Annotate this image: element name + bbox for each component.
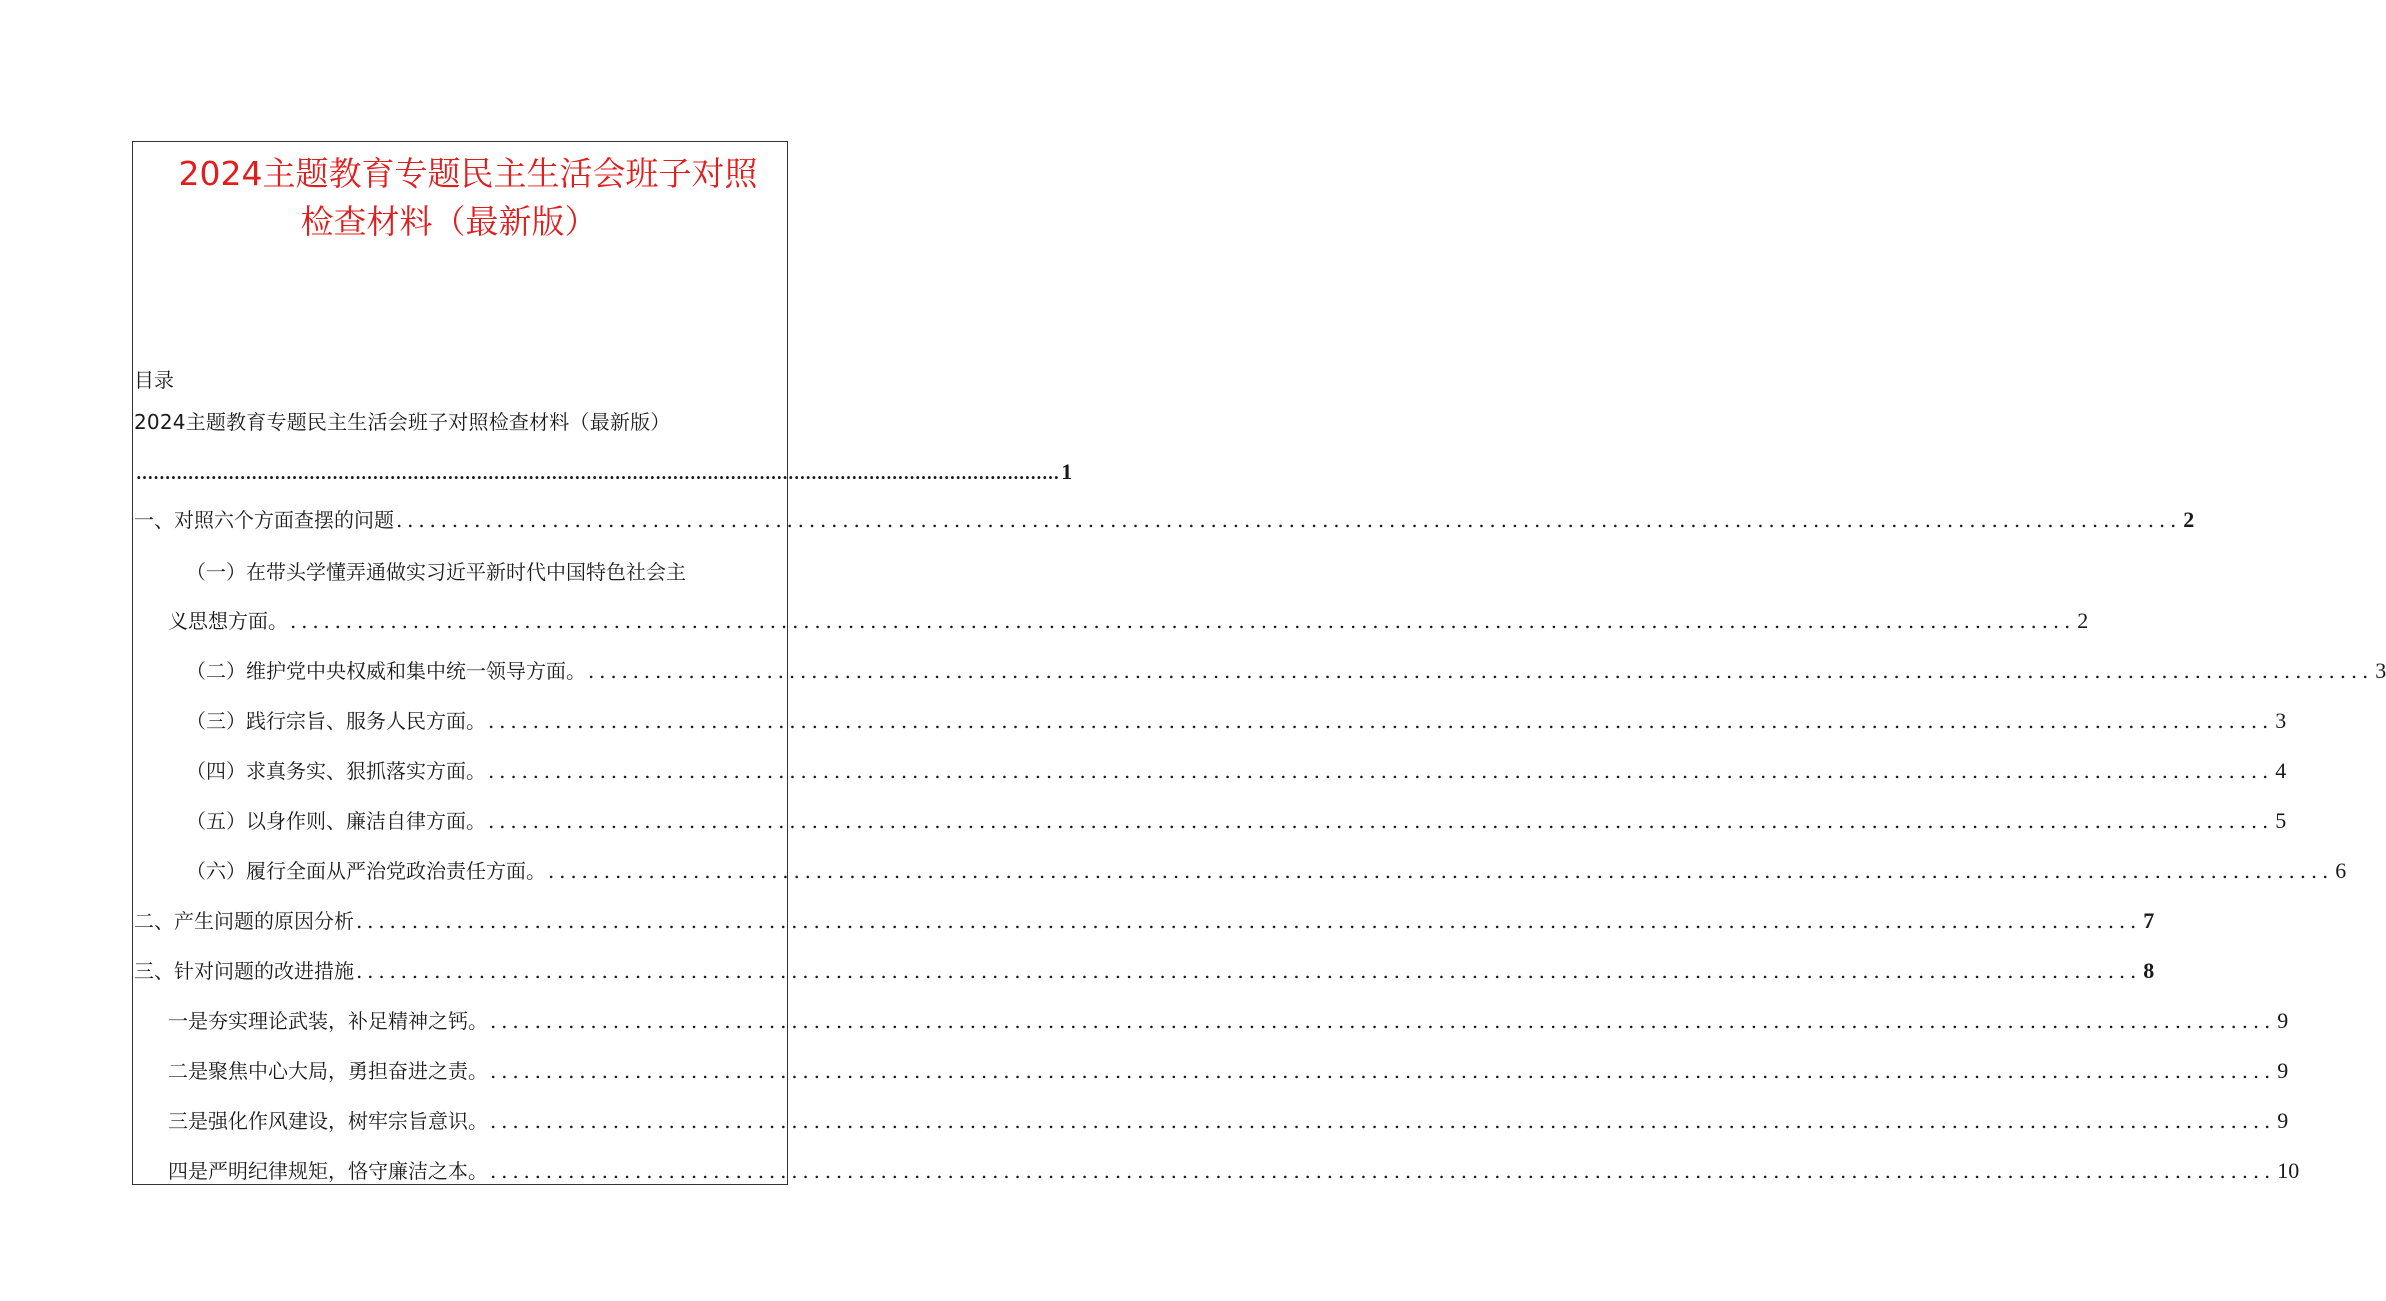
toc-entry-label: （三）践行宗旨、服务人民方面。 <box>186 709 486 733</box>
toc-entry-label: （五）以身作则、廉洁自律方面。 <box>186 809 486 833</box>
toc-entry[interactable] <box>168 1107 2289 1135</box>
toc-entry-label: 义思想方面。 <box>168 609 288 633</box>
toc-entry-page: 5 <box>2275 808 2287 833</box>
toc-entry-page: 1 <box>1061 459 1073 484</box>
toc-entry-label: （二）维护党中央权威和集中统一领导方面。 <box>186 659 586 683</box>
toc-entry[interactable] <box>186 807 2287 835</box>
toc-entry-page: 10 <box>2277 1158 2300 1183</box>
toc-entry-page: 4 <box>2275 758 2287 783</box>
dot-leader: ................................................................................................................................................................ <box>490 1059 2276 1083</box>
toc-entry[interactable] <box>134 458 1073 488</box>
toc-entry-page: 3 <box>2275 708 2287 733</box>
toc-entry-page: 6 <box>2335 858 2347 883</box>
toc-entry-page: 9 <box>2277 1008 2289 1033</box>
dot-leader: ................................................................................................................................................................ <box>488 709 2274 733</box>
toc-entry-label: 三是强化作风建设，树牢宗旨意识。 <box>168 1109 488 1133</box>
toc-entry-label: （一）在带头学懂弄通做实习近平新时代中国特色社会主 <box>186 560 686 584</box>
dot-leader: ................................................................................................................................................................ <box>136 464 1060 483</box>
dot-leader: ................................................................................................................................................................ <box>588 659 2374 683</box>
toc-entry-page: 9 <box>2277 1108 2289 1133</box>
toc-entry-page: 2 <box>2183 507 2195 532</box>
dot-leader: ................................................................................................................................................................ <box>356 959 2142 983</box>
dot-leader: ................................................................................................................................................................ <box>356 909 2142 933</box>
toc-entry-label: （四）求真务实、狠抓落实方面。 <box>186 759 486 783</box>
dot-leader: ................................................................................................................................................................ <box>290 609 2076 633</box>
toc-entry-page: 7 <box>2143 908 2155 933</box>
dot-leader: ................................................................................................................................................................ <box>548 859 2334 883</box>
toc-entry[interactable] <box>186 857 2347 885</box>
toc-entry[interactable] <box>186 558 776 586</box>
document-title-line2: 检查材料（最新版） <box>300 202 598 241</box>
toc-entry-page: 8 <box>2143 958 2155 983</box>
toc-entry-page: 3 <box>2375 658 2386 683</box>
toc-entry-label: 三、针对问题的改进措施 <box>134 959 354 983</box>
toc-entry[interactable] <box>186 707 2287 735</box>
toc-entry-label: 二、产生问题的原因分析 <box>134 909 354 933</box>
toc-subtitle: 2024主题教育专题民主生活会班子对照检查材料（最新版） <box>134 410 671 434</box>
toc-entry[interactable] <box>186 757 2287 785</box>
toc-entry[interactable] <box>134 907 2155 935</box>
toc-entry-label: 四是严明纪律规矩，恪守廉洁之本。 <box>168 1159 488 1183</box>
toc-entry-label: （六）履行全面从严治党政治责任方面。 <box>186 859 546 883</box>
dot-leader: ................................................................................................................................................................ <box>396 508 2182 532</box>
toc-entry[interactable] <box>168 607 2089 635</box>
toc-entry-page: 2 <box>2077 608 2089 633</box>
toc-entry[interactable] <box>186 657 2386 685</box>
dot-leader: ................................................................................................................................................................ <box>488 759 2274 783</box>
toc-entry-page: 9 <box>2277 1058 2289 1083</box>
toc-entry[interactable] <box>168 1007 2289 1035</box>
dot-leader: ................................................................................................................................................................ <box>490 1159 2276 1183</box>
dot-leader: ................................................................................................................................................................ <box>488 809 2274 833</box>
document-title-line1: 2024主题教育专题民主生活会班子对照 <box>178 154 758 193</box>
toc-entry[interactable] <box>134 957 2155 985</box>
toc-entry-label: 二是聚焦中心大局，勇担奋进之责。 <box>168 1059 488 1083</box>
toc-entry-label: 一是夯实理论武装，补足精神之钙。 <box>168 1009 488 1033</box>
dot-leader: ................................................................................................................................................................ <box>490 1009 2276 1033</box>
toc-entry-label: 一、对照六个方面查摆的问题 <box>134 508 394 532</box>
toc-entry[interactable] <box>168 1157 2300 1185</box>
dot-leader: ................................................................................................................................................................ <box>490 1109 2276 1133</box>
toc-entry[interactable] <box>168 1057 2289 1085</box>
toc-heading: 目录 <box>134 368 174 392</box>
toc-entry[interactable] <box>134 506 2195 534</box>
